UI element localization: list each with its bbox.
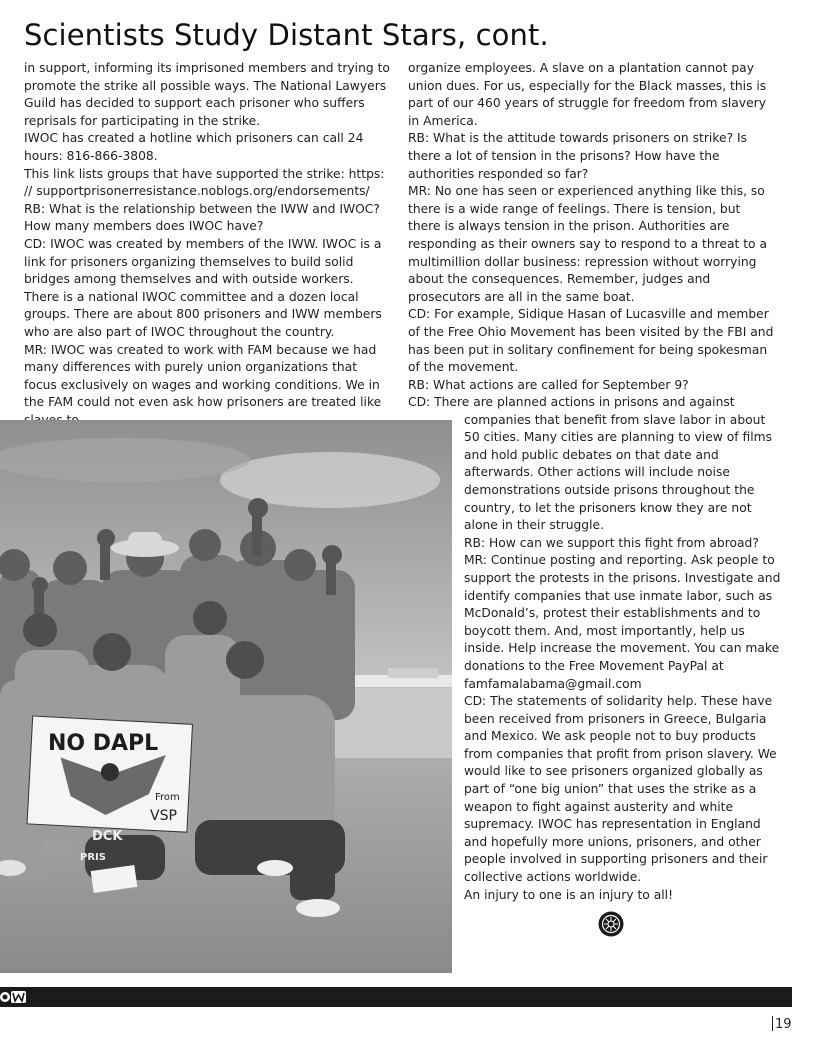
iww-logo-icon <box>598 911 624 937</box>
paragraph: CD: The statements of solidarity help. These have been received from prisoners in Greece, Bulgaria and Mexico. We ask people not to buy products from companies that profit from prison slavery. We would like to see prisoners organized globally as part of “one big union” that uses the strike as a weapon to fight against austerity and white supremacy. IWOC has representation in England and hopefully more unions, prisoners, and other people involved in supporting prisoners and their collective actions worldwide. <box>464 694 777 885</box>
right-column <box>408 60 776 394</box>
paragraph: RB: What is the relationship between the IWW and IWOC? How many members does IWOC have? <box>24 201 380 234</box>
paragraph: RB: What actions are called for September 9? <box>408 377 689 392</box>
paragraph: organize employees. A slave on a plantation cannot pay union dues. For us, especially for the Black masses, this is part of our 460 years of struggle for freedom from slavery in America. <box>408 61 767 128</box>
footer-bar <box>0 987 792 1007</box>
page-title: Scientists Study Distant Stars, cont. <box>24 18 549 52</box>
left-column <box>24 60 392 429</box>
paragraph: CD: IWOC was created by members of the IWW. IWOC is a link for prisoners organizing themselves to build solid bridges among themselves and with outside workers. There is a national IWOC committee and a dozen local groups. There are about 800 prisoners and IWW members who are also part of IWOC throughout the country. <box>24 236 382 339</box>
shirt-text-2: PRIS <box>80 852 106 863</box>
paragraph: RB: What is the attitude towards prisoners on strike? Is there a lot of tension in the prisons? How have the authorities responded so far? <box>408 131 748 181</box>
paragraph: CD: For example, Sidique Hasan of Lucasville and member of the Free Ohio Movement has been visited by the FBI and has been put in solitary confinement for being spokesman of the movement. <box>408 307 774 375</box>
paragraph: RB: How can we support this fight from abroad? <box>464 535 759 550</box>
iww-footer-logo-icon <box>0 988 30 1006</box>
paragraph: in support, informing its imprisoned members and trying to promote the strike all possible ways. The National Lawyers Guild has decided to support each prisoner who suffers reprisals for participating in the strike. <box>24 61 390 128</box>
paragraph: MR: Continue posting and reporting. Ask people to support the protests in the prisons. Investigate and identify companies that use inmate labor, such as McDonald’s, protest their establishments and to boycott them. And, most importantly, help us inside. Help increase the movement. You can make donations to the Free Movement PayPal at famfamalabama@gmail.com <box>464 553 781 691</box>
paragraph: IWOC has created a hotline which prisoners can call 24 hours: 816-866-3808. <box>24 131 364 163</box>
right-column-lower <box>408 394 782 914</box>
page-number-rule <box>772 1016 773 1031</box>
sign-from-text: From <box>155 792 180 803</box>
paragraph: An injury to one is an injury to all! <box>464 887 674 902</box>
page-number-text: 19 <box>775 1017 792 1032</box>
paragraph: MR: No one has seen or experienced anything like this, so there is a wide range of feelings. There is tension, but there is always tension in the prison. Authorities are responding as their owners say to respond to a threat to a multimillion dollar business: repression without worrying about the consequences. Remember, judges and prosecutors are all in the same boat. <box>408 184 768 304</box>
paragraph: MR: IWOC was created to work with FAM because we had many differences with purely union organizations that focus exclusively on wages and working conditions. We in the FAM could not even ask how prisoners are treated like <box>24 342 382 410</box>
shirt-text: DCK <box>92 829 123 844</box>
protest-photo <box>0 420 452 973</box>
sign-from-text-2: VSP <box>150 808 177 824</box>
paragraph: This link lists groups that have supported the strike: https: // supportprisonerresistance.noblogs.org/endorsements/ <box>24 166 385 199</box>
sign-text: NO DAPL <box>48 731 159 756</box>
paragraph: CD: There are planned actions in prisons and against companies that benefit from slave labor in about 50 cities. Many cities are planning to view of films and hold public debates on that date and afterwards. Other actions will include noise demonstrations outside prisons throughout the country, to let the prisoners know they are not alone in their struggle. <box>408 395 773 533</box>
page-number <box>772 1016 792 1032</box>
